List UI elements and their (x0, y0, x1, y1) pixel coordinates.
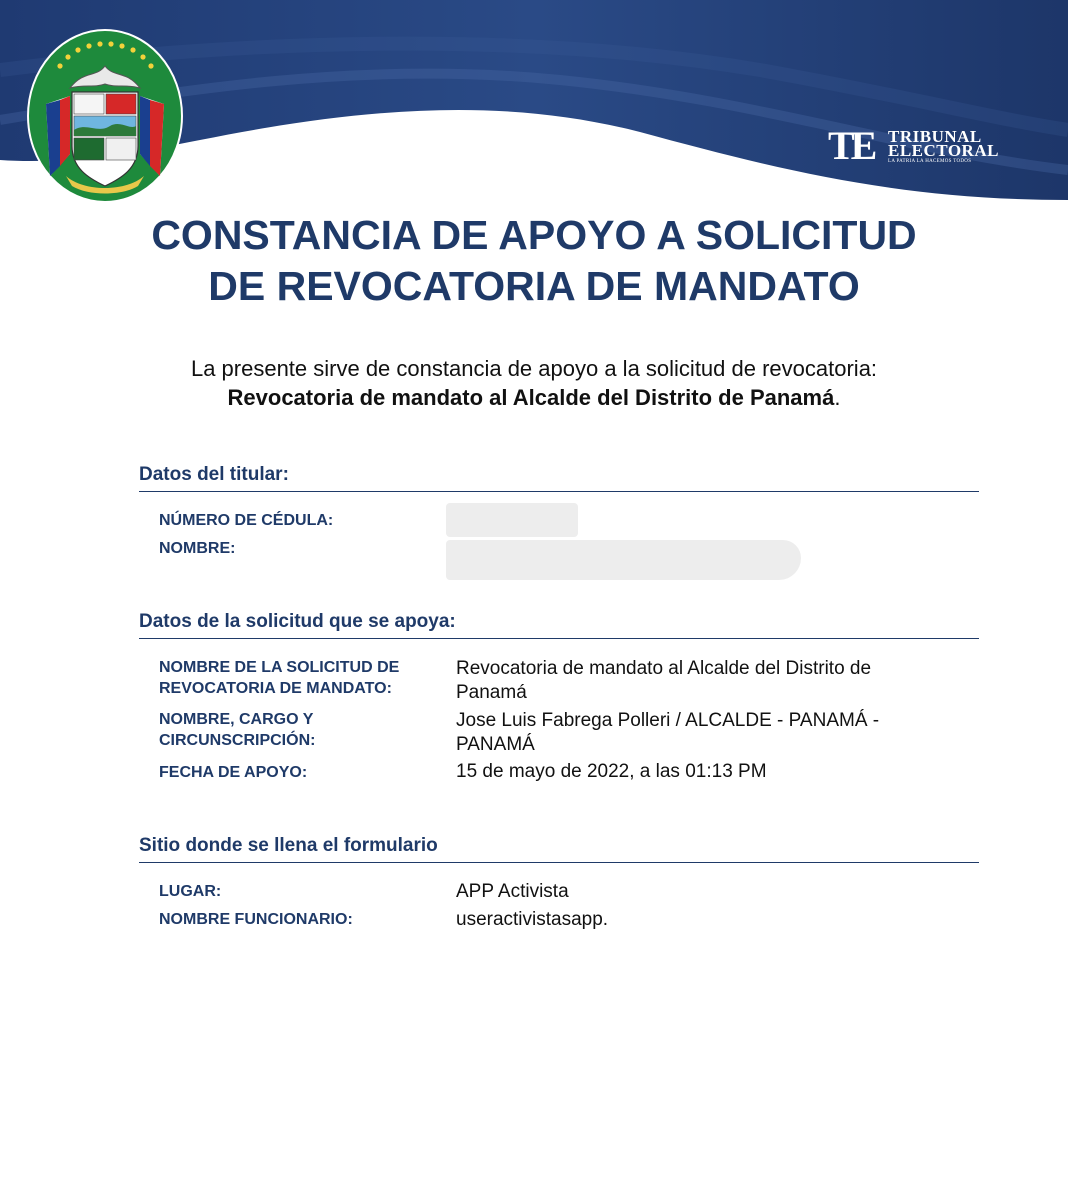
brand-line-1: TRIBUNAL (888, 127, 982, 146)
intro-text: La presente sirve de constancia de apoyo a la solicitud de revocatoria: (190, 356, 878, 381)
te-mark: TE (828, 123, 874, 168)
nombre-label: NOMBRE: (159, 540, 236, 557)
brand-tagline: LA PATRIA LA HACEMOS TODOS (888, 159, 972, 164)
redacted-cedula (446, 503, 578, 537)
intro-emphasis: Revocatoria de mandato al Alcalde del Distrito de Panamá (227, 385, 835, 410)
intro-emphasis-line (0, 383, 1068, 412)
lugar-label: LUGAR: (159, 883, 222, 900)
cargo-value: Jose Luis Fabrega Polleri / ALCALDE - PANAMÁ - PANAMÁ (456, 710, 880, 755)
intro-paragraph (0, 354, 1068, 412)
cargo-label: NOMBRE, CARGO Y CIRCUNSCRIPCIÓN: (159, 711, 316, 749)
section-heading-solicitud: Datos de la solicitud que se apoya: (139, 610, 979, 639)
lugar-value: APP Activista (456, 881, 569, 902)
section-heading-titular: Datos del titular: (139, 463, 979, 492)
title-line-2: DE REVOCATORIA DE MANDATO (208, 263, 860, 309)
fecha-label: FECHA DE APOYO: (159, 764, 308, 781)
nombre-solicitud-value: Revocatoria de mandato al Alcalde del Distrito de Panamá (456, 658, 872, 703)
brand-line-2: ELECTORAL (888, 141, 999, 160)
section-heading-sitio: Sitio donde se llena el formulario (139, 834, 979, 863)
redacted-nombre (446, 540, 801, 580)
document-title (0, 210, 1068, 312)
coat-of-arms-icon (26, 26, 184, 204)
funcionario-value: useractivistasapp. (456, 909, 609, 930)
title-line-1: CONSTANCIA DE APOYO A SOLICITUD (151, 212, 917, 258)
tribunal-electoral-logo (828, 123, 1008, 168)
intro-suffix: . (834, 385, 841, 410)
cedula-label: NÚMERO DE CÉDULA: (159, 512, 334, 529)
fecha-value: 15 de mayo de 2022, a las 01:13 PM (456, 761, 767, 782)
nombre-solicitud-label: NOMBRE DE LA SOLICITUD DE REVOCATORIA DE MANDATO: (159, 659, 400, 697)
funcionario-label: NOMBRE FUNCIONARIO: (159, 911, 353, 928)
